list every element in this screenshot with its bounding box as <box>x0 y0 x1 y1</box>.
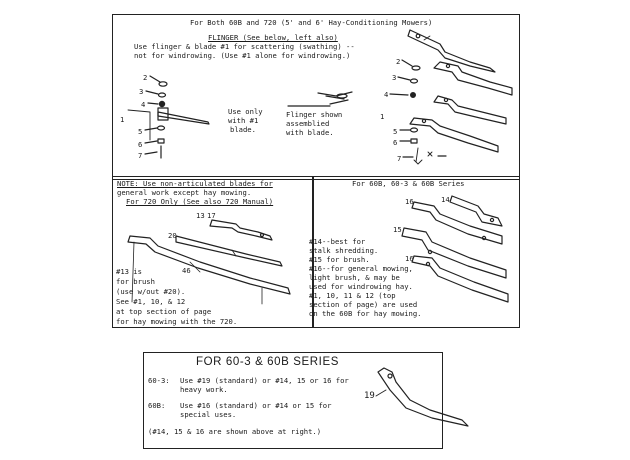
callout-right-5: 5 <box>393 127 398 136</box>
use-only-note-1: Use only <box>228 107 263 116</box>
top-header: For Both 60B and 720 (5' and 6' Hay-Conditioning Mowers) <box>190 18 433 27</box>
callout-14: 14 <box>441 195 450 204</box>
60b-heading: For 60B, 60-3 & 60B Series <box>352 179 465 188</box>
flinger-assembly-drawing <box>288 92 352 106</box>
callout-46: 46 <box>182 266 191 275</box>
60b-body-4: #16--for general mowing, <box>309 264 413 273</box>
720-body-4: See #1, 10, & 12 <box>116 297 186 306</box>
callout-left-1: 1 <box>120 115 125 124</box>
720-body-2: for brush <box>116 277 155 286</box>
callout-right-4: 4 <box>384 90 389 99</box>
flinger-text-line-1: Use flinger & blade #1 for scattering (swathing) -- <box>134 42 355 51</box>
60b-blade-15-drawing <box>402 228 506 278</box>
top-right-blade-lower-drawing <box>410 96 506 152</box>
note-line-1: NOTE: Use non-articulated blades for <box>117 179 273 188</box>
60b-body-2: stalk shredding. <box>309 246 379 255</box>
note-line-2: general work except hay mowing. <box>117 188 252 197</box>
60b-body-5: light brush, & may be <box>309 273 400 282</box>
bottom-label-60b: 60B: <box>148 401 166 410</box>
720-subheading: For 720 Only (See also 720 Manual) <box>126 197 274 206</box>
bottom-60b-text-1: Use #16 (standard) or #14 or 15 for <box>180 401 332 410</box>
60b-body-6: used for windrowing hay. <box>309 282 413 291</box>
60b-body-3: #15 for brush. <box>309 255 370 264</box>
720-body-6: for hay mowing with the 720. <box>116 317 238 326</box>
bottom-title: FOR 60-3 & 60B SERIES <box>196 356 339 368</box>
flinger-drawing <box>158 108 209 124</box>
bottom-60-3-text-1: Use #19 (standard) or #14, 15 or 16 for <box>180 376 349 385</box>
callout-left-7: 7 <box>138 151 143 160</box>
callout-19: 19 <box>364 391 375 401</box>
flinger-shown-note-1: Flinger shown <box>286 110 343 119</box>
flinger-text-line-2: not for windrowing. (Use #1 alone for windrowing.) <box>134 51 351 60</box>
720-body-3: (use w/out #20). <box>116 287 186 296</box>
callout-left-6: 6 <box>138 140 143 149</box>
callout-right-7: 7 <box>397 154 402 163</box>
720-body-1: #13 is <box>116 267 142 276</box>
bottom-60-3-text-2: heavy work. <box>180 385 228 394</box>
callout-right-6: 6 <box>393 138 398 147</box>
60b-body-7: #1, 10, 11 & 12 (top <box>309 291 396 300</box>
callout-left-4: 4 <box>141 100 146 109</box>
use-only-note-2: with #1 <box>228 116 259 125</box>
720-blade-20-drawing <box>176 236 282 266</box>
callout-17: 17 <box>207 211 216 220</box>
callout-16a: 16 <box>405 197 414 206</box>
flinger-heading: FLINGER (See below, left also) <box>208 33 338 42</box>
callout-16b: 16 <box>405 254 414 263</box>
top-right-blade-upper-drawing <box>408 30 495 72</box>
bottom-label-60-3: 60-3: <box>148 376 170 385</box>
callout-13: 13 <box>196 211 205 220</box>
callout-left-3: 3 <box>139 87 144 96</box>
blade-19-drawing <box>376 368 468 426</box>
60b-body-9: on the 60B for hay mowing. <box>309 309 422 318</box>
bottom-footnote: (#14, 15 & 16 are shown above at right.) <box>148 427 322 436</box>
720-blade-13-drawing <box>210 220 272 240</box>
720-body-5: at top section of page <box>116 307 212 316</box>
callout-right-2: 2 <box>396 57 401 66</box>
callout-15: 15 <box>393 225 402 234</box>
callout-right-1: 1 <box>380 112 385 121</box>
720-blade-46-drawing <box>128 236 290 304</box>
hardware-stack-right-drawing <box>390 57 446 164</box>
60b-body-8: section of page) are used <box>309 300 418 309</box>
callout-left-5: 5 <box>138 127 143 136</box>
flinger-shown-note-3: with blade. <box>286 128 334 137</box>
callout-right-3: 3 <box>392 73 397 82</box>
flinger-shown-note-2: assemblied <box>286 119 330 128</box>
use-only-note-3: blade. <box>230 125 256 134</box>
bottom-60b-text-2: special uses. <box>180 410 237 419</box>
60b-body-1: #14--best for <box>309 237 366 246</box>
callout-left-2: 2 <box>143 73 148 82</box>
callout-20: 20 <box>168 231 177 240</box>
